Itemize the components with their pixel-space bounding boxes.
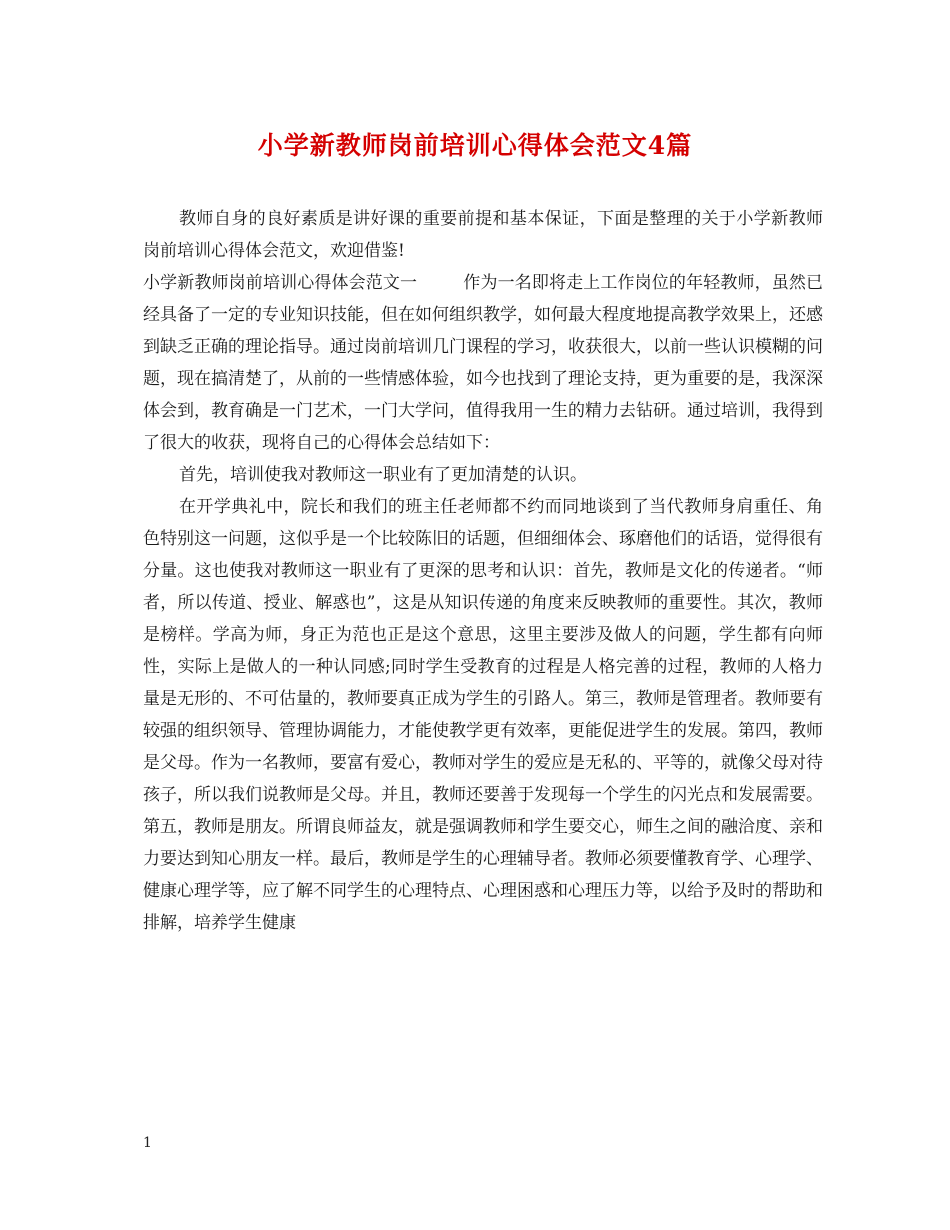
- paragraph-first-point: 首先，培训使我对教师这一职业有了更加清楚的认识。: [179, 465, 587, 485]
- page-number: 1: [143, 1135, 152, 1151]
- paragraph-teacher-roles: 在开学典礼中，院长和我们的班主任老师都不约而同地谈到了当代教师身肩重任、角色特别这一问题，这似乎是一个比较陈旧的话题，但细细体会、琢磨他们的话语，觉得很有分量。这也使我对教师这一职业有了更深的思考和认识：首先，教师是文化的传递者。“师者，所以传道、授业、解惑也”，这是从知识传递的角度来反映教师的重要性。其次，教师是榜样。学高为师，身正为范也正是这个意思，这里主要涉及做人的问题，学生都有向师性，实际上是做人的一种认同感;同时学生受教育的过程是人格完善的过程，教师的人格力量是无形的、不可估量的，教师要真正成为学生的引路人。第三，教师是管理者。教师要有较强的组织领导、管理协调能力，才能使教学更有效率，更能促进学生的发展。第四，教师是父母。作为一名教师，要富有爱心，教师对学生的爱应是无私的、平等的，就像父母对待孩子，所以我们说教师是父母。并且，教师还要善于发现每一个学生的闪光点和发展需要。第五，教师是朋友。所谓良师益友，就是强调教师和学生要交心，师生之间的融洽度、亲和力要达到知心朋友一样。最后，教师是学生的心理辅导者。教师必须要懂教育学、心理学、健康心理学等，应了解不同学生的心理特点、心理困惑和心理压力等，以给予及时的帮助和排解，培养学生健康: [143, 497, 823, 933]
- section-one-paragraph: [143, 267, 823, 459]
- document-title: 小学新教师岗前培训心得体会范文4篇: [257, 131, 693, 160]
- intro-paragraph: 教师自身的良好素质是讲好课的重要前提和基本保证，下面是整理的关于小学新教师岗前培训心得体会范文，欢迎借鉴!: [143, 209, 823, 261]
- section-first-paragraph: 作为一名即将走上工作岗位的年轻教师，虽然已经具备了一定的专业知识技能，但在如何组织教学，如何最大程度地提高教学效果上，还感到缺乏正确的理论指导。通过岗前培训几门课程的学习，收获很大，以前一些认识模糊的问题，现在搞清楚了，从前的一些情感体验，如今也找到了理论支持，更为重要的是，我深深体会到，教育确是一门艺术，一门大学问，值得我用一生的精力去钻研。通过培训，我得到了很大的收获，现将自己的心得体会总结如下：: [143, 273, 824, 453]
- document-body: [143, 203, 823, 939]
- section-title: 小学新教师岗前培训心得体会范文一: [143, 273, 418, 293]
